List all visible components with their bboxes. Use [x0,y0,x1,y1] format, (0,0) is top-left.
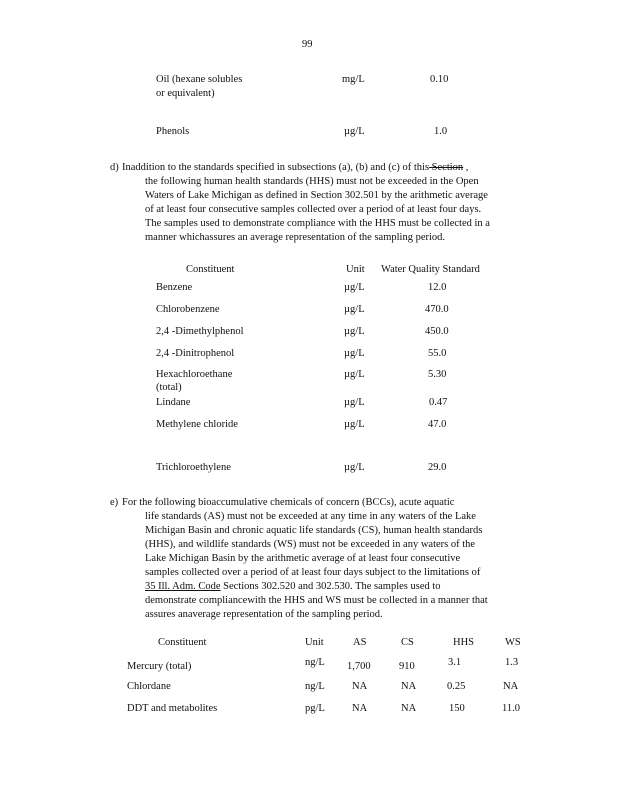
top-row-oil-unit: mg/L [342,74,365,85]
d-row-unit: µg/L [344,462,365,473]
section-e-line-8: demonstrate compliancewith the HHS and WS must be collected in a manner that [145,595,488,606]
d-header-wqs: Water Quality Standard [381,264,480,275]
top-row-oil-value: 0.10 [430,74,449,85]
section-e-line-1: For the following bioaccumulative chemicals of concern (BCCs), acute aquatic [122,497,455,508]
e-row-constituent: DDT and metabolites [127,703,218,714]
section-e-line-6: samples collected over a period of at least four days subject to the limitations of [145,567,481,578]
d-row-constituent: Lindane [156,397,191,408]
e-row-ws: 11.0 [502,703,520,714]
d-row-constituent: Chlorobenzene [156,304,220,315]
section-d-line-5: The samples used to demonstrate compliance with the HHS must be collected in a [145,218,490,229]
section-d-line-2: the following human health standards (HHS) must not be exceeded in the Open [145,176,479,187]
section-d-line-6: manner whichassures an average representation of the sampling period. [145,232,446,243]
e-row-constituent: Chlordane [127,681,171,692]
section-e-line-7: 35 Ill. Adm. Code Sections 302.520 and 302.530. The samples used to [145,581,441,592]
section-e-line-9: assures anaverage representation of the sampling period. [145,609,383,620]
e-row-as: NA [352,703,368,714]
d-row-constituent: 2,4 -Dinitrophenol [156,348,235,359]
e-row-ws: 1.3 [505,657,519,668]
d-row-unit: µg/L [344,304,365,315]
section-d-label: d) [110,162,119,173]
top-row-phenols-unit: µg/L [344,126,365,137]
e-header-hhs: HHS [453,637,475,648]
section-e-label: e) [110,497,119,508]
d-row-value: 47.0 [428,419,447,430]
section-e-line-4: (HHS), and wildlife standards (WS) must not be exceeded in any waters of the [145,539,476,550]
d-row-constituent: Trichloroethylene [156,462,231,473]
e-row-cs: NA [401,681,417,692]
d-row-value: 0.47 [429,397,448,408]
top-row-oil-constituent: Oil (hexane solubles [156,74,243,85]
d-row-value: 29.0 [428,462,447,473]
e-header-ws: WS [505,637,521,648]
d-row-value: 12.0 [428,282,447,293]
section-d-line-4: of at least four consecutive samples collected over a period of at least four days. [145,204,482,215]
d-row-unit: µg/L [344,348,365,359]
d-row-unit: µg/L [344,282,365,293]
d-row-constituent-cont: (total) [156,382,182,393]
e-row-unit: pg/L [305,703,325,714]
e-row-as: 1,700 [347,661,371,672]
e-header-constituent: Constituent [158,637,207,648]
section-e-line-5: Lake Michigan Basin by the arithmetic average of at least four consecutive [145,553,461,564]
d-row-constituent: Methylene chloride [156,419,238,430]
section-e-line-3: Michigan Basin and chronic aquatic life standards (CS), human health standards [145,525,483,536]
top-row-phenols-value: 1.0 [434,126,448,137]
e-row-cs: 910 [399,661,415,672]
e-row-unit: ng/L [305,657,325,668]
d-row-value: 470.0 [425,304,449,315]
d-row-constituent: Benzene [156,282,193,293]
section-d-line-3: Waters of Lake Michigan as defined in Section 302.501 by the arithmetic average [145,190,488,201]
section-d-line-1: Inaddition to the standards specified in subsections (a), (b) and (c) of this Section , [122,162,469,173]
e-row-cs: NA [401,703,417,714]
d-row-unit: µg/L [344,419,365,430]
e-row-constituent: Mercury (total) [127,661,192,672]
d-row-unit: µg/L [344,397,365,408]
top-row-oil-constituent-cont: or equivalent) [156,88,215,99]
section-e-line-2: life standards (AS) must not be exceeded at any time in any waters of the Lake [145,511,476,522]
d-row-constituent: 2,4 -Dimethylphenol [156,326,244,337]
d-row-unit: µg/L [344,369,365,380]
d-row-value: 450.0 [425,326,449,337]
e-row-unit: ng/L [305,681,325,692]
e-header-unit: Unit [305,637,324,648]
e-row-hhs: 0.25 [447,681,466,692]
d-row-constituent: Hexachloroethane [156,369,233,380]
d-row-value: 5.30 [428,369,447,380]
e-header-cs: CS [401,637,414,648]
citation: 35 Ill. Adm. Code [145,581,221,592]
d-row-unit: µg/L [344,326,365,337]
e-header-as: AS [353,637,367,648]
d-header-constituent: Constituent [186,264,235,275]
top-row-phenols-constituent: Phenols [156,126,190,137]
e-row-ws: NA [503,681,519,692]
e-row-as: NA [352,681,368,692]
page-number: 99 [302,39,313,50]
e-row-hhs: 150 [449,703,465,714]
e-row-hhs: 3.1 [448,657,462,668]
struck-word: Section [429,162,464,173]
d-row-value: 55.0 [428,348,447,359]
d-header-unit: Unit [346,264,365,275]
